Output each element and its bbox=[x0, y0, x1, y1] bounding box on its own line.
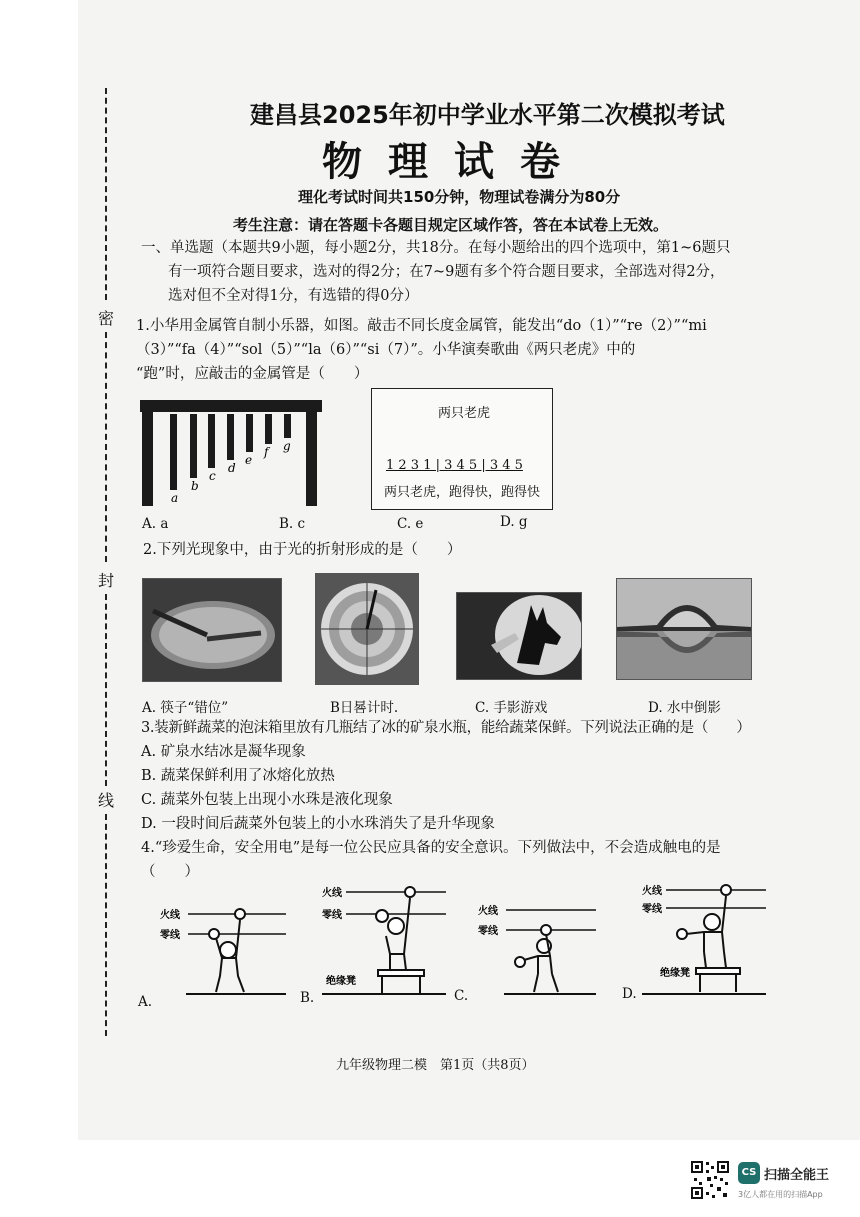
q4c-live-label: 火线 bbox=[478, 906, 498, 917]
chopsticks-in-water-photo bbox=[142, 578, 282, 682]
binding-line-mid bbox=[105, 332, 107, 562]
q1-line1: 1.小华用金属管自制小乐器，如图。敲击不同长度金属管，能发出“do（1）”“re（2）”“mi bbox=[136, 318, 707, 334]
bridge-reflection-photo bbox=[616, 578, 752, 680]
q1-line2: （3）”“fa（4）”“sol（5）”“la（6）”“si（7）”。小华演奏歌曲《两只老虎》中的 bbox=[136, 342, 636, 358]
q4-figure-d bbox=[640, 876, 770, 1000]
q4c-neutral-label: 零线 bbox=[478, 926, 498, 937]
binding-mark-feng: 封 bbox=[98, 571, 115, 590]
q4-figure-c bbox=[476, 900, 600, 1000]
section1-line2: 有一项符合题目要求，选对的得2分；在7~9题有多个符合题目要求，全部选对得2分， bbox=[168, 264, 725, 280]
page-footer: 九年级物理二模 第1页（共8页） bbox=[336, 1058, 535, 1073]
binding-line-top bbox=[105, 88, 107, 300]
q2-option-c[interactable]: C. 手影游戏 bbox=[475, 700, 548, 716]
q1-option-d[interactable]: D. g bbox=[500, 514, 528, 530]
score-title: 两只老虎 bbox=[438, 406, 491, 421]
q4b-live-label: 火线 bbox=[322, 888, 342, 899]
pipe-label-g: g bbox=[283, 439, 291, 453]
pipe-label-f: f bbox=[264, 445, 269, 459]
q2-stem: 2.下列光现象中，由于光的折射形成的是（ ） bbox=[143, 542, 462, 558]
qr-code-icon bbox=[690, 1160, 730, 1200]
binding-line-bottom bbox=[105, 814, 107, 1036]
q4a-live-label: 火线 bbox=[160, 910, 180, 921]
q4b-stool-label: 绝缘凳 bbox=[326, 976, 356, 987]
exam-title: 建昌县2025年初中学业水平第二次模拟考试 bbox=[250, 101, 725, 129]
scanner-tagline: 3亿人都在用的扫描App bbox=[738, 1190, 823, 1199]
q4-figure-b bbox=[320, 880, 450, 1000]
q1-option-b[interactable]: B. c bbox=[279, 516, 306, 532]
score-notes: 1 2 3 1 | 3 4 5 | 3 4 5 bbox=[386, 458, 523, 473]
section1-line3: 选对但不全对得1分，有选错的得0分） bbox=[168, 288, 419, 304]
q3-option-b[interactable]: B. 蔬菜保鲜利用了冰熔化放热 bbox=[141, 768, 335, 784]
q4b-neutral-label: 零线 bbox=[322, 910, 342, 921]
q4-figure-a bbox=[156, 896, 290, 1000]
q3-option-d[interactable]: D. 一段时间后蔬菜外包装上的小水珠消失了是升华现象 bbox=[141, 816, 495, 832]
time-note: 理化考试时间共150分钟，物理试卷满分为80分 bbox=[298, 188, 621, 206]
q4-option-d[interactable]: D. bbox=[622, 986, 637, 1002]
q2-option-b[interactable]: B日晷计时. bbox=[330, 700, 399, 716]
q1-line3: “跑”时，应敲击的金属管是（ ） bbox=[136, 366, 369, 382]
sundial-photo bbox=[315, 573, 419, 685]
binding-mark-xian: 线 bbox=[98, 791, 115, 810]
pipe-label-c: c bbox=[209, 469, 216, 483]
q1-option-c[interactable]: C. e bbox=[397, 516, 424, 532]
q3-stem: 3.装新鲜蔬菜的泡沫箱里放有几瓶结了冰的矿泉水瓶，能给蔬菜保鲜。下列说法正确的是（ ） bbox=[141, 720, 751, 736]
scanner-logo: CS bbox=[738, 1162, 760, 1184]
subject-title: 物理试卷 bbox=[322, 139, 586, 185]
q2-option-a[interactable]: A. 筷子“错位” bbox=[142, 700, 229, 716]
q4d-live-label: 火线 bbox=[642, 886, 662, 897]
binding-line-lower bbox=[105, 594, 107, 786]
q3-option-c[interactable]: C. 蔬菜外包装上出现小水珠是液化现象 bbox=[141, 792, 393, 808]
hand-shadow-photo bbox=[456, 592, 582, 680]
q4a-neutral-label: 零线 bbox=[160, 930, 180, 941]
notice: 考生注意：请在答题卡各题目规定区域作答，答在本试卷上无效。 bbox=[233, 216, 669, 234]
pipe-label-d: d bbox=[228, 461, 236, 475]
q4-option-c[interactable]: C. bbox=[454, 988, 469, 1004]
pipe-label-e: e bbox=[245, 453, 253, 467]
metal-pipe-instrument bbox=[138, 398, 324, 510]
pipe-label-a: a bbox=[171, 491, 179, 505]
q4-option-a[interactable]: A. bbox=[138, 994, 153, 1010]
q4-line2: （ ） bbox=[141, 864, 199, 880]
pipe-label-b: b bbox=[191, 479, 199, 493]
q2-option-d[interactable]: D. 水中倒影 bbox=[648, 700, 721, 716]
q4-option-b[interactable]: B. bbox=[300, 990, 315, 1006]
q3-option-a[interactable]: A. 矿泉水结冰是凝华现象 bbox=[141, 744, 306, 760]
section1-line1: 一、单选题（本题共9小题，每小题2分，共18分。在每小题给出的四个选项中，第1~6题只 bbox=[141, 240, 731, 256]
q4d-neutral-label: 零线 bbox=[642, 904, 662, 915]
q4-line1: 4.“珍爱生命，安全用电”是每一位公民应具备的安全意识。下列做法中，不会造成触电的是 bbox=[141, 840, 721, 856]
scanner-name: 扫描全能王 bbox=[764, 1168, 830, 1183]
q1-option-a[interactable]: A. a bbox=[142, 516, 169, 532]
score-lyrics: 两只老虎，跑得快，跑得快 bbox=[384, 485, 541, 500]
q4d-stool-label: 绝缘凳 bbox=[660, 968, 690, 979]
binding-mark-mi: 密 bbox=[98, 309, 115, 328]
